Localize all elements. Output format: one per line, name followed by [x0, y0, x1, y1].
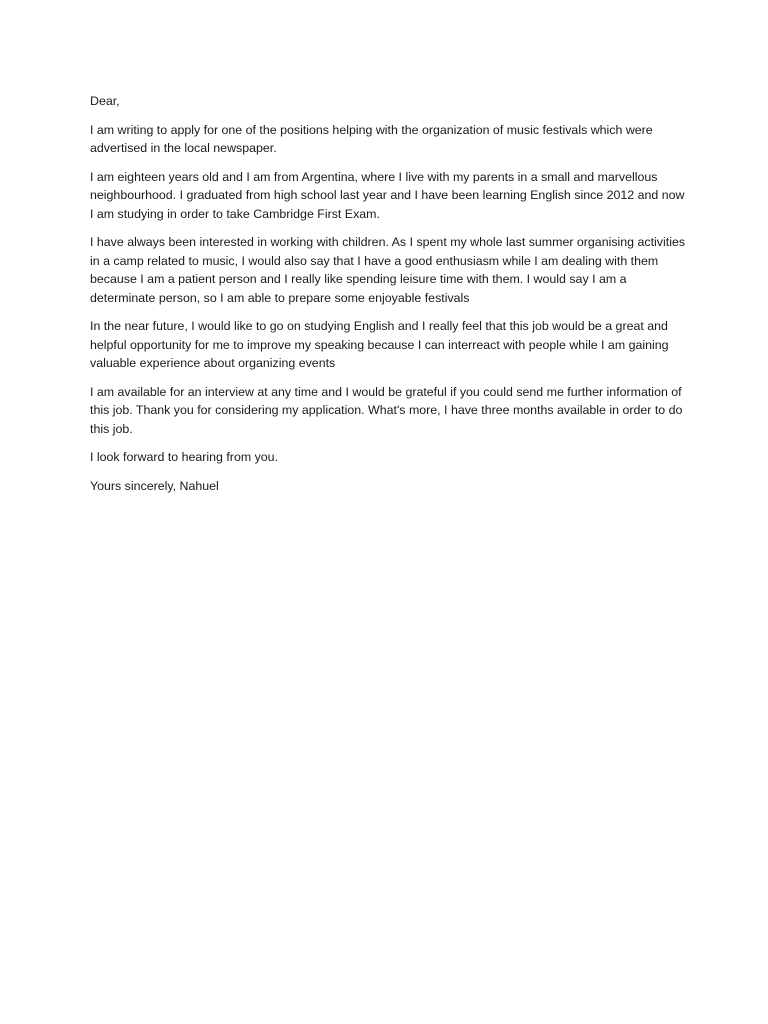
paragraph-look-forward: I look forward to hearing from you. [90, 450, 279, 464]
letter-body [90, 92, 690, 505]
paragraph-background: I am eighteen years old and I am from Argentina, where I live with my parents in a small and marvellous neighbourhood. I graduated from high school last year and I have been learning English since 2012 and now I am studying in order to take Cambridge First Exam. [90, 169, 685, 221]
closing-signature: Yours sincerely, Nahuel [90, 478, 219, 493]
paragraph-experience: I have always been interested in working with children. As I spent my whole last summer organising activities in a camp related to music, I would also say that I have a good enthusiasm while I am dealing with them because I am a patient person and I really like spending leisure time with them. I would say I am a determinate person, so I am able to prepare some enjoyable festivals [90, 235, 686, 305]
paragraph-future: In the near future, I would like to go on studying English and I really feel that this job would be a great and helpful opportunity for me to improve my speaking because I can interreact with people while I am gaining valuable experience about organizing events [90, 319, 669, 370]
salutation: Dear, [90, 94, 120, 108]
paragraph-availability: I am available for an interview at any time and I would be grateful if you could send me further information of this job. Thank you for considering my application. What's more, I have three months available in order to do this job. [90, 384, 683, 436]
paragraph-application: I am writing to apply for one of the positions helping with the organization of music festivals which were advertised in the local newspaper. [90, 122, 653, 155]
